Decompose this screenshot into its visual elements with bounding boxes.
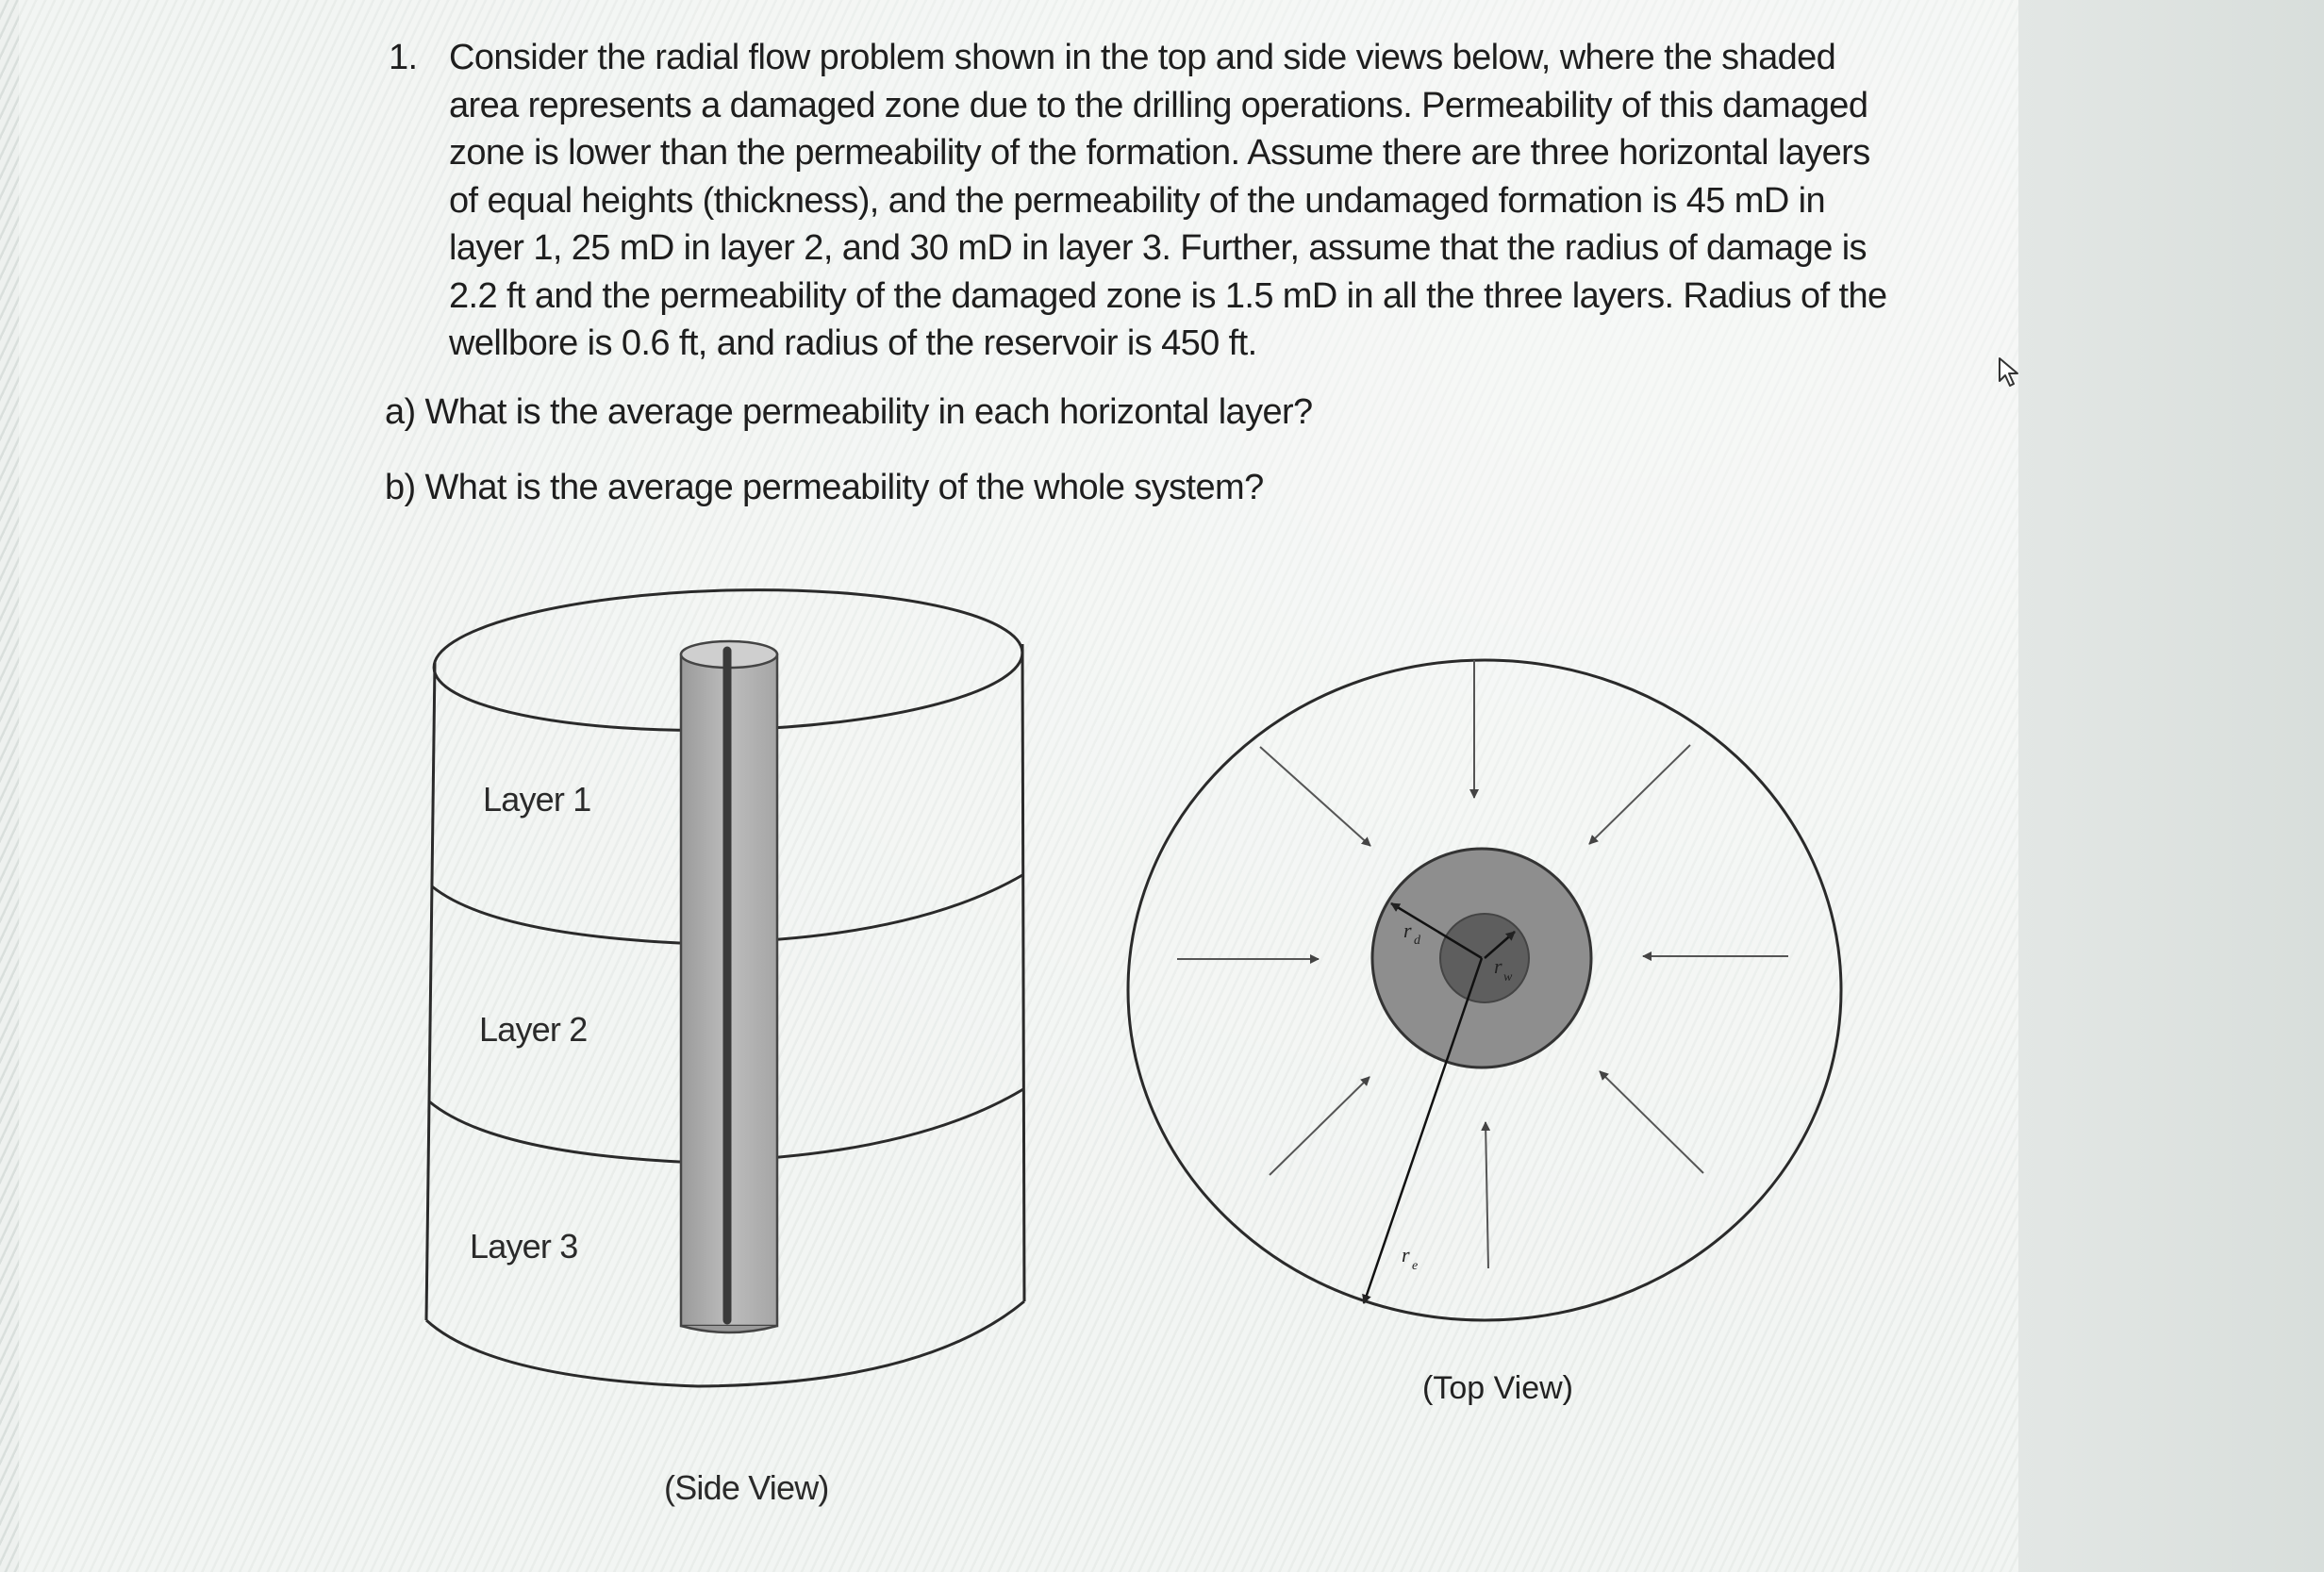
cylinder-left-edge [426, 663, 435, 1320]
flow-arrow-northwest [1260, 747, 1370, 846]
cylinder-right-edge [1022, 644, 1024, 1301]
re-subscript: e [1412, 1259, 1419, 1273]
flow-arrow-south [1486, 1122, 1488, 1268]
flow-arrow-northeast [1589, 745, 1690, 844]
side-view-caption: (Side View) [664, 1468, 829, 1507]
question-a: a) What is the average permeability in each horizontal layer? [385, 392, 1313, 432]
problem-line: area represents a damaged zone due to the drilling operations. Permeability of this damaged [449, 85, 1868, 125]
problem-line: zone is lower than the permeability of the formation. Assume there are three horizontal layers [449, 133, 1870, 173]
side-view-diagram [426, 583, 1024, 1507]
re-symbol: r [1402, 1243, 1410, 1266]
layer-3-label: Layer 3 [470, 1227, 578, 1266]
rd-symbol: r [1403, 918, 1412, 942]
mouse-cursor-icon [1998, 356, 2022, 389]
problem-line: Consider the radial flow problem shown in the top and side views below, where the shaded [449, 38, 1836, 77]
flow-arrow-southwest [1270, 1077, 1370, 1175]
layer-1-label: Layer 1 [483, 780, 591, 819]
problem-line: wellbore is 0.6 ft, and radius of the reservoir is 450 ft. [449, 323, 1257, 363]
question-b: b) What is the average permeability of the whole system? [385, 468, 1264, 507]
top-view-diagram [1128, 660, 1841, 1406]
rd-subscript: d [1414, 934, 1420, 948]
problem-line: 2.2 ft and the permeability of the damaged zone is 1.5 mD in all the three layers. Radius of the [449, 275, 1887, 316]
rw-subscript: w [1503, 970, 1513, 985]
problem-line: of equal heights (thickness), and the permeability of the undamaged formation is 45 mD in [449, 180, 1825, 221]
top-view-caption: (Top View) [1422, 1370, 1573, 1406]
layer-2-label: Layer 2 [479, 1010, 588, 1049]
problem-line: layer 1, 25 mD in layer 2, and 30 mD in layer 3. Further, assume that the radius of damage is [449, 228, 1867, 268]
flow-arrow-southeast [1600, 1071, 1703, 1173]
problem-number: 1. [389, 38, 418, 77]
rw-symbol: r [1494, 954, 1502, 978]
wellbore-bottom [681, 1326, 777, 1332]
